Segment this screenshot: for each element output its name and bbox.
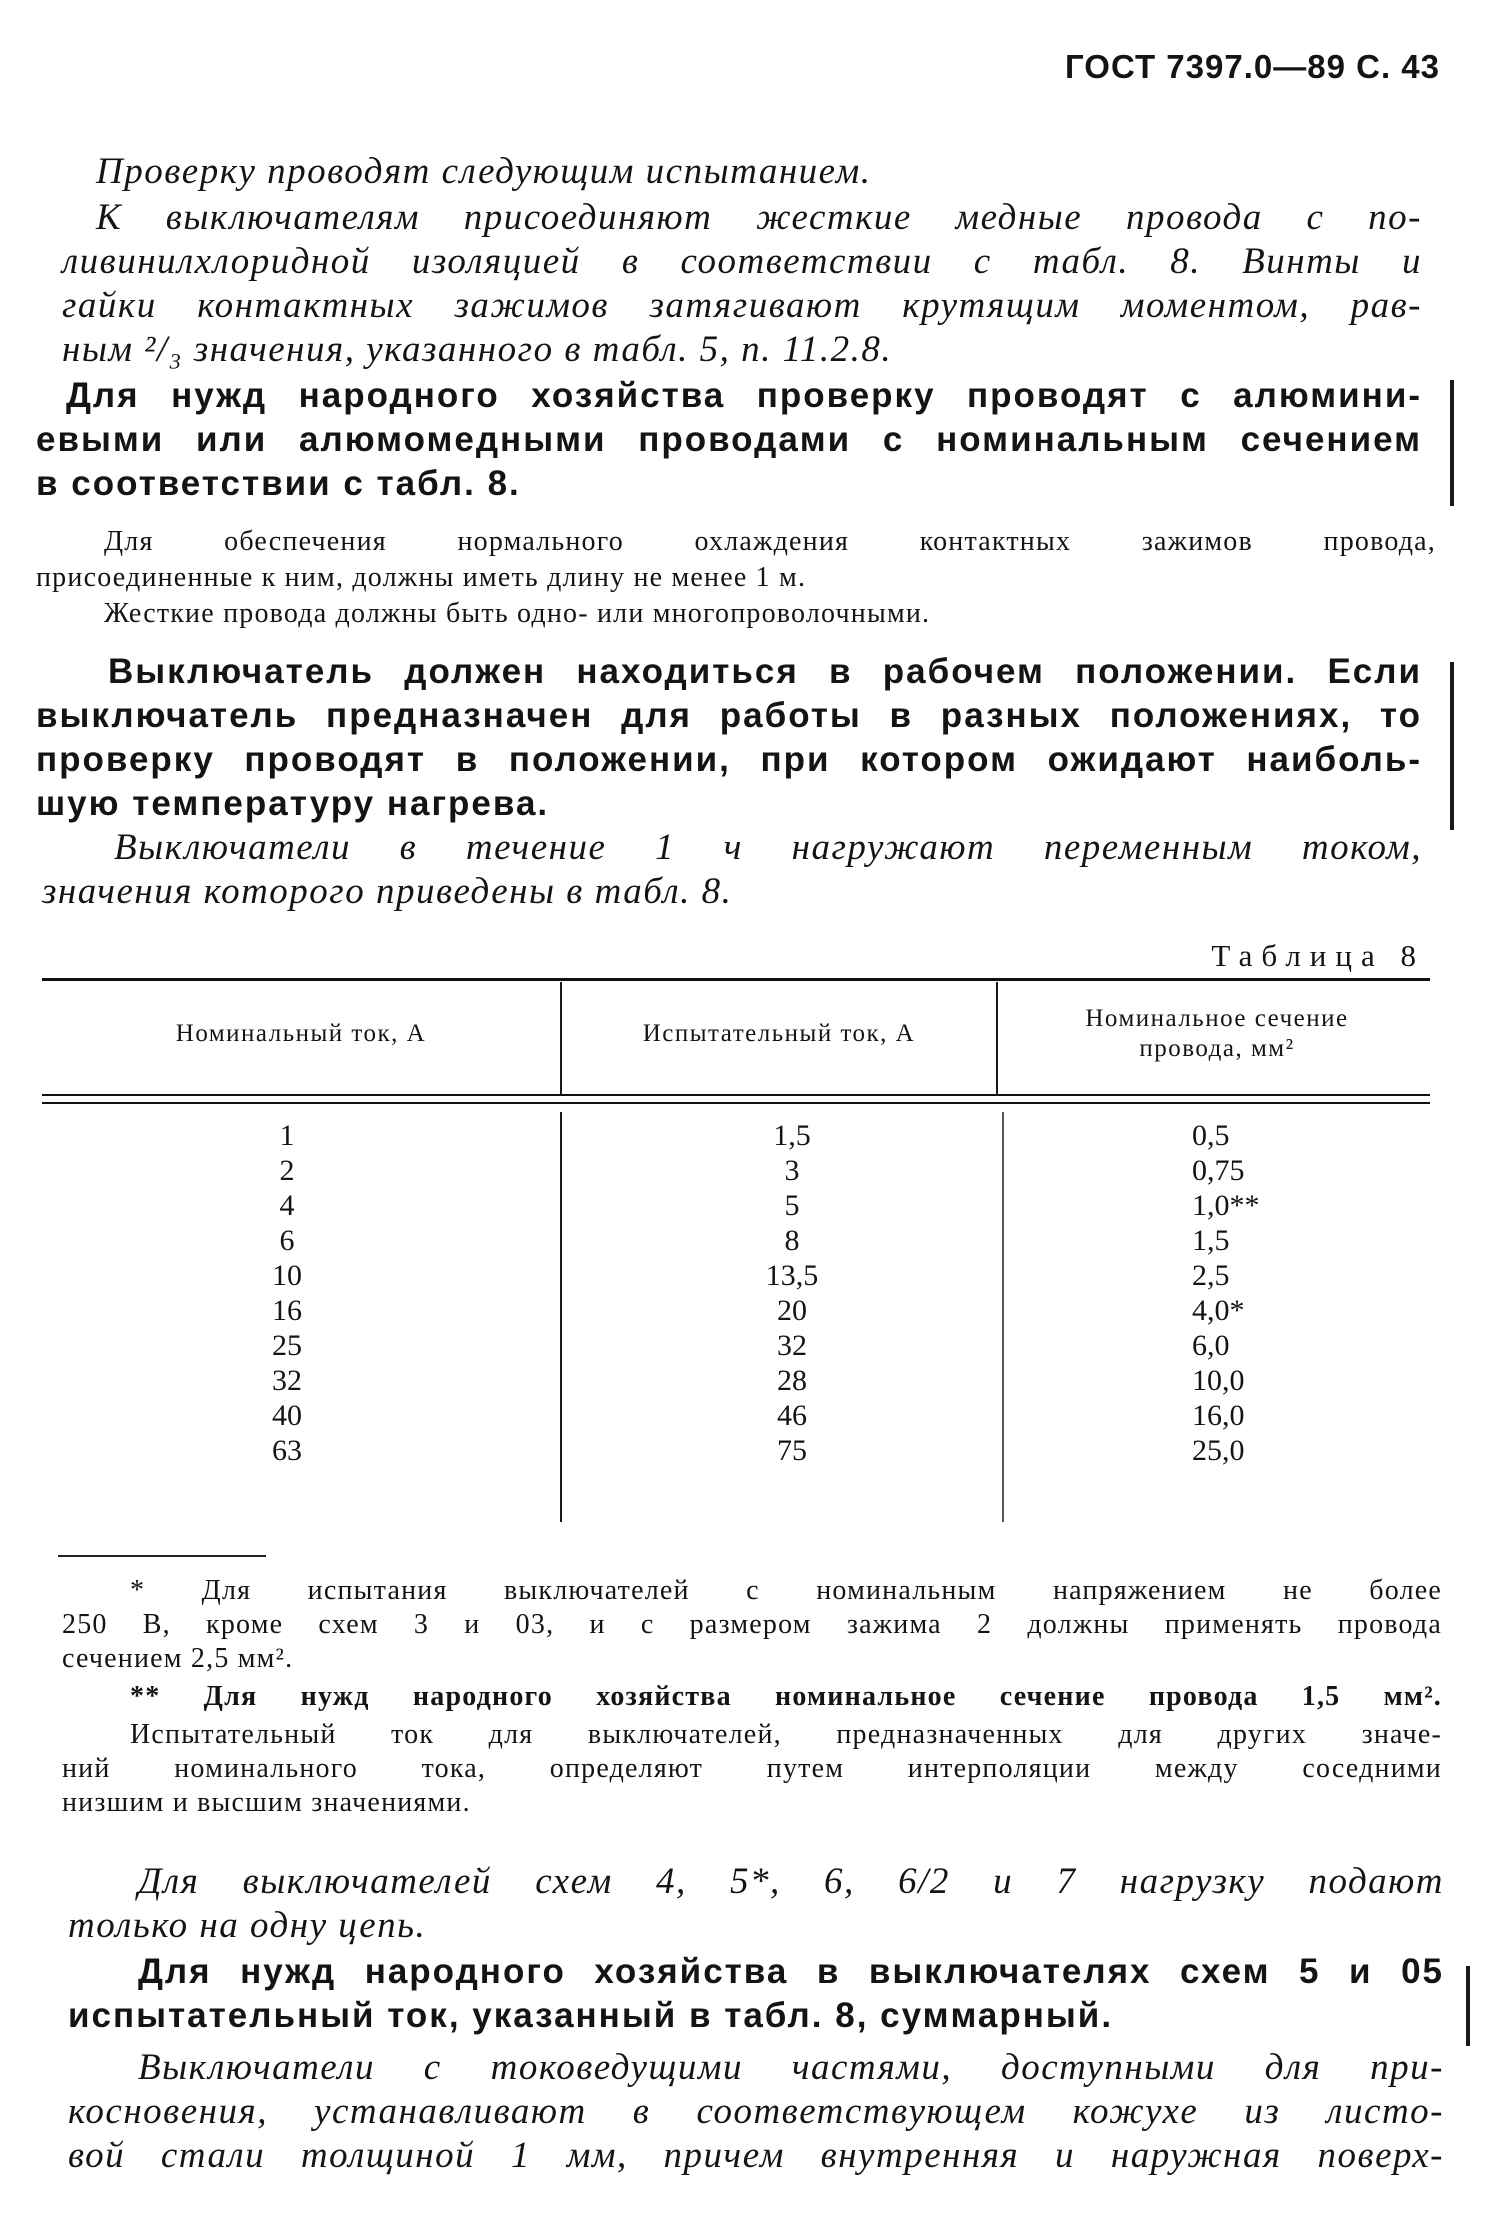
table-header-rule [42,1102,1430,1104]
change-marker-bar [1450,662,1454,830]
text-line: сечением 2,5 мм². [62,1643,294,1674]
table-cell: 8 [784,1224,800,1257]
text-line: Испытательный ток для выключателей, предназначенных для других значе- [130,1719,1442,1750]
table-cell: 25,0 [1192,1434,1245,1467]
column-rated-current [232,1118,342,1468]
text-line: ливинилхлоридной изоляцией в соответствии с табл. 8. Винты и [62,241,1422,282]
text-line: присоединенные к ним, должны иметь длину не менее 1 м. [36,562,807,593]
text-line: Для обеспечения нормального охлаждения контактных зажимов провода, [104,526,1436,557]
text-line: гайки контактных зажимов затягивают крутящим моментом, рав- [62,285,1422,326]
column-cross-section [1192,1118,1352,1468]
text-line: шую температуру нагрева. [36,784,550,823]
table-header-rule [42,1094,1430,1096]
table-cell: 4 [279,1189,295,1222]
text-line: только на одну цепь. [68,1905,427,1946]
table-cell: 13,5 [765,1259,819,1292]
table-cell: 10 [272,1259,302,1292]
paragraph-copper-wires [62,196,1422,372]
column-test-current [732,1118,852,1468]
table-cell: 4,0* [1192,1294,1245,1327]
paragraph-cooling-length [36,524,1436,596]
table-cell: 40 [272,1399,302,1432]
table-cell: 32 [272,1364,302,1397]
text-line: Жесткие провода должны быть одно- или многопроволочными. [104,598,931,629]
table-cell: 0,5 [1192,1119,1230,1152]
paragraph-load-current [42,826,1422,914]
table-cell: 1,5 [773,1119,811,1152]
text-line: евыми или алюмомедными проводами с номинальным сечением [36,420,1422,459]
table-cell: 32 [777,1329,807,1362]
text-line: * Для испытания выключателей с номинальным напряжением не более [130,1575,1442,1606]
paragraph-one-circuit-load [68,1860,1444,1948]
paragraph-total-test-current [68,1950,1444,2038]
table-cell: 6,0 [1192,1329,1230,1362]
column-divider [996,982,998,1094]
footnote-single-star [62,1574,1442,1676]
change-marker-bar [1466,1966,1470,2046]
footnote-separator [58,1555,266,1557]
column-header-rated-current: Номинальный ток, А [175,1020,427,1047]
table-cell: 5 [784,1189,800,1222]
text-line: значения которого приведены в табл. 8. [42,871,733,912]
text-line: Проверку проводят следующим испытанием. [96,151,872,192]
column-divider [1002,1112,1004,1522]
text-line: Выключатели в течение 1 ч нагружают переменным током, [114,827,1422,868]
table-cell: 46 [777,1399,807,1432]
paragraph-steel-housing [68,2046,1444,2178]
text-line: в соответствии с табл. 8. [36,464,521,503]
text-line: ным ²/₃ значения, указанного в табл. 5, п. 11.2.8. [62,329,893,370]
table-cell: 75 [777,1434,807,1467]
footnote-double-star [62,1680,1442,1714]
table-cell: 2,5 [1192,1259,1230,1292]
text-line: Выключатель должен находиться в рабочем положении. Если [108,652,1422,691]
paragraph-working-position [36,650,1422,826]
column-header-cross-section: Номинальное сечение провода, мм² [1085,1005,1349,1062]
column-header-test-current: Испытательный ток, А [642,1020,916,1047]
table-cell: 16 [272,1294,302,1327]
table-cell: 63 [272,1434,302,1467]
text-line: проверку проводят в положении, при котором ожидают наиболь- [36,740,1422,779]
table-cell: 25 [272,1329,302,1362]
table-cell: 20 [777,1294,807,1327]
column-divider [560,1112,562,1522]
table-cell: 2 [279,1154,295,1187]
text-line: К выключателям присоединяют жесткие медные провода с по- [96,197,1422,238]
table-cell: 16,0 [1192,1399,1245,1432]
text-line: Выключатели с токоведущими частями, доступными для при- [138,2047,1444,2088]
text-line: вой стали толщиной 1 мм, причем внутренняя и наружная поверх- [68,2135,1444,2176]
paragraph-check-procedure [96,150,1396,194]
paragraph-national-economy-aluminium [36,374,1422,506]
paragraph-solid-wires [104,596,1424,632]
text-line: выключатель предназначен для работы в разных положениях, то [36,696,1422,735]
table-cell: 28 [777,1364,807,1397]
table-cell: 6 [279,1224,295,1257]
table-cell: 1,5 [1192,1224,1230,1257]
table-cell: 10,0 [1192,1364,1245,1397]
text-line: Для нужд народного хозяйства в выключателях схем 5 и 05 [138,1952,1444,1991]
table-cell: 3 [784,1154,800,1187]
text-line: испытательный ток, указанный в табл. 8, суммарный. [68,1996,1114,2035]
change-marker-bar [1450,380,1454,506]
text-line: косновения, устанавливают в соответствующем кожухе из листо- [68,2091,1444,2132]
text-line: ний номинального тока, определяют путем интерполяции между соседними [62,1753,1442,1784]
table-8 [42,978,1430,1526]
table-caption: Таблица 8 [1211,938,1425,973]
text-line: ** Для нужд народного хозяйства номинальное сечение провода 1,5 мм². [130,1681,1442,1712]
table-cell: 1,0** [1192,1189,1260,1222]
table-cell: 0,75 [1192,1154,1245,1187]
footnote-interpolation [62,1718,1442,1820]
text-line: низшим и высшим значениями. [62,1787,471,1818]
text-line: Для нужд народного хозяйства проверку проводят с алюмини- [66,376,1422,415]
table-cell: 1 [279,1119,295,1152]
running-header: ГОСТ 7397.0—89 С. 43 [1065,48,1440,85]
text-line: Для выключателей схем 4, 5*, 6, 6/2 и 7 нагрузку подают [138,1861,1444,1902]
table-top-rule [42,978,1430,981]
text-line: 250 В, кроме схем 3 и 03, и с размером зажима 2 должны применять провода [62,1609,1442,1640]
